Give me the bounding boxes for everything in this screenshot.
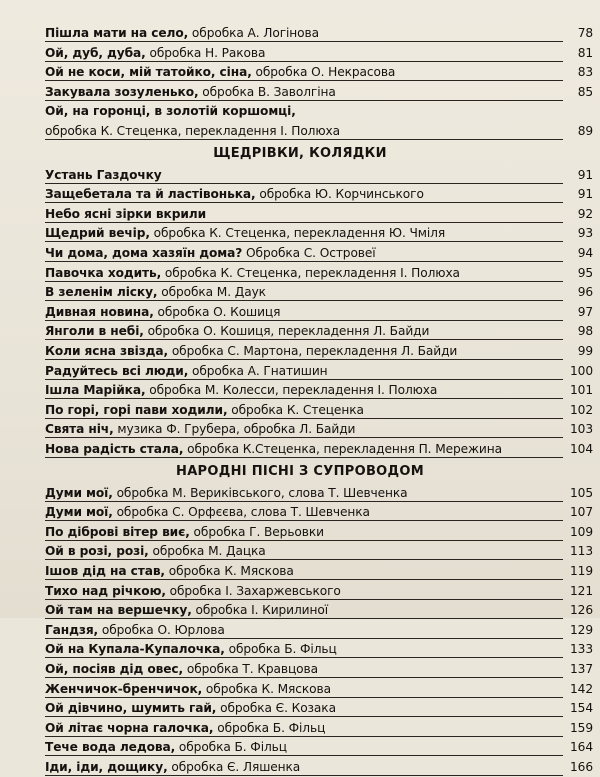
toc-entry-text xyxy=(45,166,565,185)
toc-entry-text xyxy=(45,542,565,561)
toc-entry xyxy=(45,381,593,400)
page-number: 89 xyxy=(577,124,593,138)
arrangement-credit: обробка Ю. Корчинського xyxy=(255,187,424,202)
song-title: Закувала зозуленько, xyxy=(45,84,199,99)
song-title: Ой, дуб, дуба, xyxy=(45,45,146,60)
song-title: Щедрий вечір, xyxy=(45,226,150,241)
arrangement-credit: обробка К. Стеценка, перекладення Ю. Чміля xyxy=(149,226,446,241)
page-number: 159 xyxy=(570,720,593,735)
song-title: Ой, на горонці, в золотій коршомці, xyxy=(45,104,296,119)
page-number: 96 xyxy=(577,285,593,300)
arrangement-credit: обробка М. Вериківського, слова Т. Шевченка xyxy=(112,485,408,500)
page-number: 81 xyxy=(577,45,593,60)
arrangement-credit: обробка Б. Фільц xyxy=(224,642,337,657)
song-title: Нова радість стала, xyxy=(45,442,184,456)
song-title: Ой, посіяв дід овес, xyxy=(45,662,184,676)
page-number: 164 xyxy=(570,740,593,755)
arrangement-credit: обробка А. Логінова xyxy=(188,26,319,40)
arrangement-credit: обробка К. Мяскова xyxy=(202,681,331,696)
arrangement-credit: обробка І. Захаржевського xyxy=(165,583,341,598)
song-title: Чи дома, дома хазяїн дома? xyxy=(45,246,243,260)
song-title: Ой там на вершечку, xyxy=(45,603,192,618)
page-number: 119 xyxy=(570,564,593,578)
toc-entry xyxy=(45,660,593,679)
toc-entry-text xyxy=(45,719,565,738)
song-title: По горі, горі пави ходили, xyxy=(45,402,228,417)
page-number: 121 xyxy=(570,583,593,598)
page-number: 126 xyxy=(570,603,593,618)
song-title: Ой літає чорна галочка, xyxy=(45,720,214,735)
song-title: Женчичок-бренчичок, xyxy=(45,681,203,696)
song-title: Свята ніч, xyxy=(45,422,114,437)
arrangement-credit: обробка Н. Ракова xyxy=(145,45,266,60)
toc-entry-text xyxy=(45,44,565,63)
toc-entry-text xyxy=(45,440,565,459)
toc-entry-text xyxy=(45,401,565,420)
song-title: Пішла мати на село, xyxy=(45,26,189,40)
toc-entry xyxy=(45,484,593,503)
toc-entry xyxy=(45,640,593,659)
song-title: Янголи в небі, xyxy=(45,324,144,339)
toc-entry-text xyxy=(45,264,565,283)
toc-entry-text xyxy=(45,303,565,322)
toc-entry-text xyxy=(45,680,565,699)
arrangement-credit: обробка О. Некрасова xyxy=(251,65,396,80)
arrangement-credit: обробка Є. Козака xyxy=(216,701,336,716)
page-number: 85 xyxy=(577,84,593,99)
arrangement-credit: обробка С. Мартона, перекладення Л. Байди xyxy=(168,344,458,358)
toc-entry xyxy=(45,24,593,43)
page-number: 93 xyxy=(577,226,593,241)
page-number: 102 xyxy=(570,402,593,417)
page-number: 98 xyxy=(577,324,593,339)
toc-entry-text xyxy=(45,244,565,263)
arrangement-credit: обробка М. Дацка xyxy=(148,544,266,559)
arrangement-credit: обробка Б. Фільц xyxy=(213,720,326,735)
toc-entry-text xyxy=(45,601,565,620)
toc-entry xyxy=(45,503,593,522)
toc-entry xyxy=(45,542,593,561)
page-number: 100 xyxy=(570,363,593,378)
toc-entry-line2 xyxy=(45,122,593,141)
song-title: Ой не коси, мій татойко, сіна, xyxy=(45,65,252,80)
song-title: Ой на Купала-Купалочка, xyxy=(45,642,225,657)
toc-entry-text xyxy=(45,24,565,43)
arrangement-credit: обробка М. Колесси, перекладення І. Полюха xyxy=(145,383,438,398)
song-title: Коли ясна звізда, xyxy=(45,344,169,358)
toc-entry xyxy=(45,582,593,601)
arrangement-credit: обробка К. Стеценка xyxy=(227,402,364,417)
toc-entry-text xyxy=(45,283,565,302)
arrangement-credit: обробка О. Кошиця xyxy=(153,304,281,319)
arrangement-credit: обробка А. Гнатишин xyxy=(188,363,328,378)
page-number: 99 xyxy=(577,344,593,358)
arrangement-credit: обробка Т. Кравцова xyxy=(183,662,318,676)
song-title: Гандзя, xyxy=(45,622,99,637)
arrangement-credit: обробка О. Юрлова xyxy=(98,622,225,637)
arrangement-credit: обробка Є. Ляшенка xyxy=(167,760,301,774)
toc-entry-text xyxy=(45,362,565,381)
toc-entry-text xyxy=(45,381,565,400)
toc-entry-text xyxy=(45,758,565,777)
arrangement-credit: обробка В. Заволгіна xyxy=(198,84,336,99)
toc-entry-text xyxy=(45,562,565,581)
page-number: 107 xyxy=(570,505,593,520)
toc-entry-text xyxy=(45,484,565,503)
toc-entry xyxy=(45,205,593,224)
toc-entry xyxy=(45,758,593,777)
arrangement-credit: обробка К.Стеценка, перекладення П. Мережина xyxy=(183,442,502,456)
arrangement-credit: обробка К. Стеценка, перекладення І. Полюха xyxy=(161,265,460,280)
toc-entry-text xyxy=(45,205,565,224)
page-number: 83 xyxy=(577,65,593,80)
toc-entry xyxy=(45,264,593,283)
song-title: Защебетала та й ластівонька, xyxy=(45,187,256,202)
page-number: 109 xyxy=(570,524,593,539)
page-number: 137 xyxy=(570,662,593,676)
toc-entry-text xyxy=(45,63,565,82)
arrangement-credit: обробка К. Стеценка, перекладення І. Полюха xyxy=(45,124,341,138)
toc-entry-text xyxy=(45,523,565,542)
toc-entry-text xyxy=(45,224,565,243)
toc-entry-text xyxy=(45,342,565,361)
toc-entry xyxy=(45,738,593,757)
page-number: 97 xyxy=(577,304,593,319)
song-title: Устань Газдочку xyxy=(45,167,162,182)
toc-entry xyxy=(45,601,593,620)
toc-entry xyxy=(45,244,593,263)
page-number: 94 xyxy=(577,246,593,260)
toc-entry xyxy=(45,420,593,439)
toc-entry xyxy=(45,303,593,322)
toc-entry-text xyxy=(45,738,565,757)
song-title: Іди, іди, дощику, xyxy=(45,760,168,774)
page-number: 91 xyxy=(577,167,593,182)
toc-entry-text xyxy=(45,699,565,718)
song-title: Ой в розі, розі, xyxy=(45,544,149,559)
song-title: Думи мої, xyxy=(45,485,113,500)
toc-entry xyxy=(45,680,593,699)
toc-entry-text xyxy=(45,322,565,341)
toc-entry-text xyxy=(45,83,565,102)
song-title: Радуйтесь всі люди, xyxy=(45,363,189,378)
song-title: По діброві вітер виє, xyxy=(45,524,190,539)
toc-entry-text xyxy=(45,185,565,204)
toc-entry xyxy=(45,621,593,640)
toc-entry xyxy=(45,44,593,63)
toc-entry xyxy=(45,283,593,302)
arrangement-credit: Обробка С. Островеї xyxy=(242,246,376,260)
song-title: В зеленім ліску, xyxy=(45,285,158,300)
toc-entry-text xyxy=(45,503,565,522)
page-number: 78 xyxy=(577,26,593,40)
page-number: 104 xyxy=(570,442,593,456)
toc-entry xyxy=(45,224,593,243)
arrangement-credit: обробка Г. Верьовки xyxy=(189,524,324,539)
toc-entry xyxy=(45,401,593,420)
toc-entry xyxy=(45,719,593,738)
arrangement-credit: обробка С. Орфєєва, слова Т. Шевченка xyxy=(112,505,370,520)
song-title: Ой дівчино, шумить гай, xyxy=(45,701,217,716)
toc-entry xyxy=(45,699,593,718)
song-title: Ішла Марійка, xyxy=(45,383,146,398)
toc-entry xyxy=(45,523,593,542)
song-title: Павочка ходить, xyxy=(45,265,162,280)
page-number: 113 xyxy=(570,544,593,559)
page-number: 129 xyxy=(570,622,593,637)
page-number: 105 xyxy=(570,485,593,500)
toc-entry xyxy=(45,83,593,102)
section-heading-carols: ЩЕДРІВКИ, КОЛЯДКИ xyxy=(213,145,387,161)
page-number: 142 xyxy=(570,681,593,696)
song-title: Думи мої, xyxy=(45,505,113,520)
toc-entry-text xyxy=(45,420,565,439)
page-number: 154 xyxy=(570,701,593,716)
page-number: 95 xyxy=(577,265,593,280)
toc-entry xyxy=(45,562,593,581)
arrangement-credit: музика Ф. Грубера, обробка Л. Байди xyxy=(113,422,356,437)
page-number: 92 xyxy=(577,206,593,221)
song-title: Небо ясні зірки вкрили xyxy=(45,206,207,221)
page-number: 101 xyxy=(570,383,593,398)
page-number: 103 xyxy=(570,422,593,437)
toc-entry xyxy=(45,63,593,82)
arrangement-credit: обробка М. Даук xyxy=(157,285,266,300)
toc-entry xyxy=(45,362,593,381)
toc-entry-text xyxy=(45,640,565,659)
arrangement-credit: обробка К. Мяскова xyxy=(164,564,294,578)
song-title: Тихо над річкою, xyxy=(45,583,166,598)
page-number: 133 xyxy=(570,642,593,657)
arrangement-credit: обробка О. Кошиця, перекладення Л. Байди xyxy=(143,324,430,339)
toc-entry xyxy=(45,322,593,341)
arrangement-credit: обробка І. Кирилиної xyxy=(191,603,329,618)
toc-entry xyxy=(45,342,593,361)
toc-entry xyxy=(45,185,593,204)
page-number: 91 xyxy=(577,187,593,202)
song-title: Тече вода ледова, xyxy=(45,740,176,755)
toc-entry-line1 xyxy=(45,102,593,121)
song-title: Ішов дід на став, xyxy=(45,564,165,578)
toc-entry xyxy=(45,440,593,459)
toc-entry-text xyxy=(45,660,565,679)
toc-entry-text xyxy=(45,582,565,601)
section-heading-folk-songs: НАРОДНІ ПІСНІ З СУПРОВОДОМ xyxy=(176,463,424,479)
page-number: 166 xyxy=(570,760,593,774)
toc-entry xyxy=(45,166,593,185)
toc-entry-text xyxy=(45,621,565,640)
arrangement-credit: обробка Б. Фільц xyxy=(175,740,287,755)
song-title: Дивная новина, xyxy=(45,304,154,319)
